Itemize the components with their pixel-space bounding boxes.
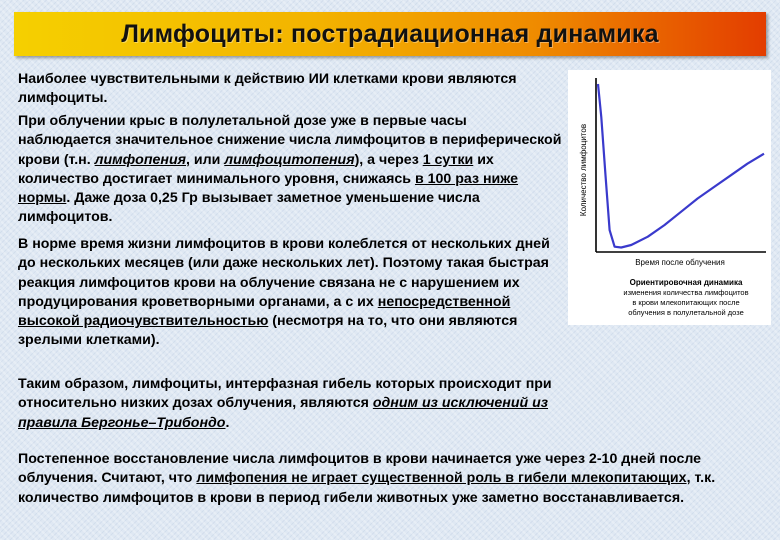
highlight-radiosensitivity: непосредственной высокой радиочувствительностью <box>18 293 511 330</box>
caption-line-1: Ориентировочная динамика <box>629 278 743 287</box>
lymphocyte-chart <box>568 70 771 325</box>
p2-text-c: ), а через <box>354 151 423 168</box>
highlight-100-times: в 100 раз ниже нормы <box>18 170 519 207</box>
series-line-lymphocytes <box>598 84 764 248</box>
caption-line-4: облучения в полулетальной дозе <box>628 308 744 317</box>
page-title: Лимфоциты: пострадиационная динамика <box>121 20 659 48</box>
caption-line-3: в крови млекопитающих после <box>632 298 740 307</box>
paragraph-4 <box>18 375 563 433</box>
chart-svg <box>568 70 771 325</box>
p2-text-e: . Даже доза 0,25 Гр вызывает заметное уменьшение числа лимфоцитов. <box>18 190 480 226</box>
highlight-bergonie-rule: одним из исключений из правила Бергонье–Трибондо <box>18 395 549 431</box>
p3-text-a: В норме время жизни лимфоцитов в крови колеблется от нескольких дней до нескольких месяцев (или даже нескольких лет). Поэтому такая быстрая реакция лимфоцитов крови на облучение связана не с нарушением их продуцирования кроветворными органами, а с их <box>18 236 550 310</box>
paragraph-1: Наиболее чувствительными к действию ИИ клетками крови являются лимфоциты. <box>18 71 517 107</box>
title-bar <box>14 12 766 56</box>
p5-text-b: , т.к. количество лимфоцитов в крови в период гибели животных уже заметно восстанавливается. <box>18 470 716 506</box>
p4-text-b: . <box>225 414 230 431</box>
caption-line-2: изменения количества лимфоцитов <box>623 288 749 297</box>
term-lymphopenia: лимфопения <box>94 151 186 168</box>
term-lymphocytopenia: лимфоцитопения <box>224 151 355 168</box>
p2-text-b: , или <box>186 151 225 168</box>
p3-text-b: (несмотря на то, что они являются зрелыми клетками). <box>18 313 518 349</box>
paragraph-5 <box>18 450 758 508</box>
highlight-no-role: лимфопения не играет существенной роль в гибели млекопитающих <box>196 470 687 487</box>
paragraph-3 <box>18 235 563 351</box>
p2-text-a: При облучении крыс в полулетальной дозе уже в первые часы наблюдается значительное снижение числа лимфоцитов в периферической крови (т.н. <box>18 113 562 168</box>
y-axis-label: Количество лимфоцитов <box>579 123 588 217</box>
x-axis-label: Время после облучения <box>635 258 725 267</box>
highlight-1-day: 1 сутки <box>422 151 474 168</box>
p4-text-a: Таким образом, лимфоциты, интерфазная гибель которых происходит при относительно низких дозах облучения, являются <box>18 376 552 412</box>
p5-text-a: Постепенное восстановление числа лимфоцитов в крови начинается уже через 2‑10 дней после облучения. Считают, что <box>18 451 702 487</box>
paragraph-2 <box>18 112 563 228</box>
p2-text-d: их количество достигает минимального уровня, снижаясь <box>18 151 494 187</box>
